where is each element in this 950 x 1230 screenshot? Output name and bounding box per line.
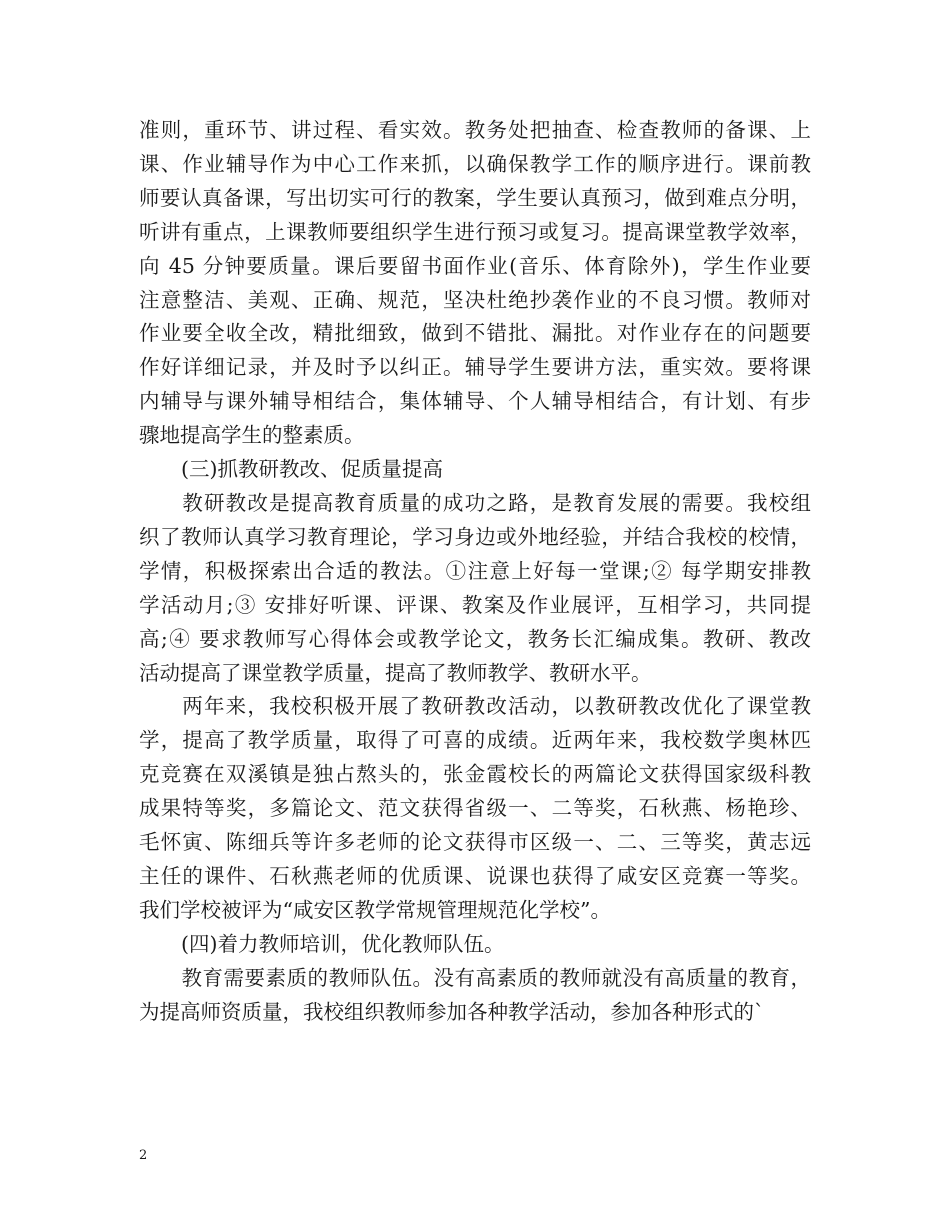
line-text: 教育需要素质的教师队伍。没有高素质的教师就没有高质量的教育， <box>181 965 811 990</box>
line-text: 作好详细记录，并及时予以纠正。辅导学生要讲方法，重实效。要将课 <box>139 355 811 380</box>
text-line <box>139 521 811 555</box>
text-line <box>139 284 811 318</box>
text-line <box>139 623 811 657</box>
text-line <box>139 690 811 724</box>
text-line <box>139 724 811 758</box>
line-text: 克竞赛在双溪镇是独占熬头的，张金霞校长的两篇论文获得国家级科教 <box>139 762 811 787</box>
line-text: 织了教师认真学习教育理论，学习身边或外地经验，并结合我校的校情， <box>139 524 811 549</box>
line-text: (四)着力教师培训，优化教师队伍。 <box>181 931 505 956</box>
paragraph <box>139 453 811 487</box>
line-text: 活动提高了课堂教学质量，提高了教师教学、教研水平。 <box>139 660 652 685</box>
line-text: 两年来，我校积极开展了教研教改活动，以教研教改优化了课堂教 <box>181 694 811 719</box>
line-text: 师要认真备课，写出切实可行的教案，学生要认真预习，做到难点分明， <box>139 185 811 210</box>
text-line <box>139 453 811 487</box>
line-text: 毛怀寅、陈细兵等许多老师的论文获得市区级一、二、三等奖，黄志远 <box>139 830 811 855</box>
text-line <box>139 758 811 792</box>
text-line <box>139 657 811 691</box>
line-text: 成果特等奖，多篇论文、范文获得省级一、二等奖，石秋燕、杨艳珍、 <box>139 796 811 821</box>
text-line <box>139 419 811 453</box>
text-line <box>139 216 811 250</box>
line-text: 学活动月;③ 安排好听课、评课、教案及作业展评，互相学习，共同提 <box>139 592 811 617</box>
text-line <box>139 555 811 589</box>
text-line <box>139 996 811 1030</box>
paragraph <box>139 928 811 962</box>
text-line <box>139 962 811 996</box>
text-line <box>139 792 811 826</box>
line-text: 为提高师资质量，我校组织教师参加各种教学活动，参加各种形式的` <box>139 999 765 1024</box>
line-text: 高;④ 要求教师写心得体会或教学论文，教务长汇编成集。教研、教改 <box>139 626 811 651</box>
text-line <box>139 860 811 894</box>
text-line <box>139 351 811 385</box>
text-line <box>139 148 811 182</box>
line-text: 作业要全收全改，精批细致，做到不错批、漏批。对作业存在的问题要 <box>139 321 811 346</box>
line-text: 学，提高了教学质量，取得了可喜的成绩。近两年来，我校数学奥林匹 <box>139 728 811 753</box>
line-text: 学情，积极探索出合适的教法。①注意上好每一堂课;② 每学期安排教 <box>139 558 811 583</box>
line-text: (三)抓教研教改、促质量提高 <box>181 457 443 482</box>
paragraph <box>139 962 811 1030</box>
text-line <box>139 589 811 623</box>
text-line <box>139 182 811 216</box>
text-line <box>139 826 811 860</box>
text-line <box>139 928 811 962</box>
document-body <box>139 114 811 1029</box>
text-line <box>139 114 811 148</box>
text-line <box>139 250 811 284</box>
line-text: 内辅导与课外辅导相结合，集体辅导、个人辅导相结合，有计划、有步 <box>139 389 811 414</box>
text-line <box>139 894 811 928</box>
page-number: 2 <box>139 1148 148 1163</box>
text-line <box>139 487 811 521</box>
line-text: 骤地提高学生的整素质。 <box>139 423 365 448</box>
line-text: 主任的课件、石秋燕老师的优质课、说课也获得了咸安区竞赛一等奖。 <box>139 863 811 888</box>
line-text: 我们学校被评为“咸安区教学常规管理规范化学校”。 <box>139 897 611 922</box>
line-text: 注意整洁、美观、正确、规范，坚决杜绝抄袭作业的不良习惯。教师对 <box>139 287 811 312</box>
paragraph <box>139 487 811 690</box>
text-line <box>139 385 811 419</box>
line-text: 课、作业辅导作为中心工作来抓，以确保教学工作的顺序进行。课前教 <box>139 151 811 176</box>
paragraph <box>139 690 811 927</box>
line-text: 准则，重环节、讲过程、看实效。教务处把抽查、检查教师的备课、上 <box>139 118 811 142</box>
paragraph <box>139 114 811 453</box>
line-text: 听讲有重点，上课教师要组织学生进行预习或复习。提高课堂教学效率， <box>139 219 811 244</box>
line-text: 教研教改是提高教育质量的成功之路，是教育发展的需要。我校组 <box>181 490 811 515</box>
text-line <box>139 317 811 351</box>
line-text: 向 45 分钟要质量。课后要留书面作业(音乐、体育除外)，学生作业要 <box>139 253 811 278</box>
